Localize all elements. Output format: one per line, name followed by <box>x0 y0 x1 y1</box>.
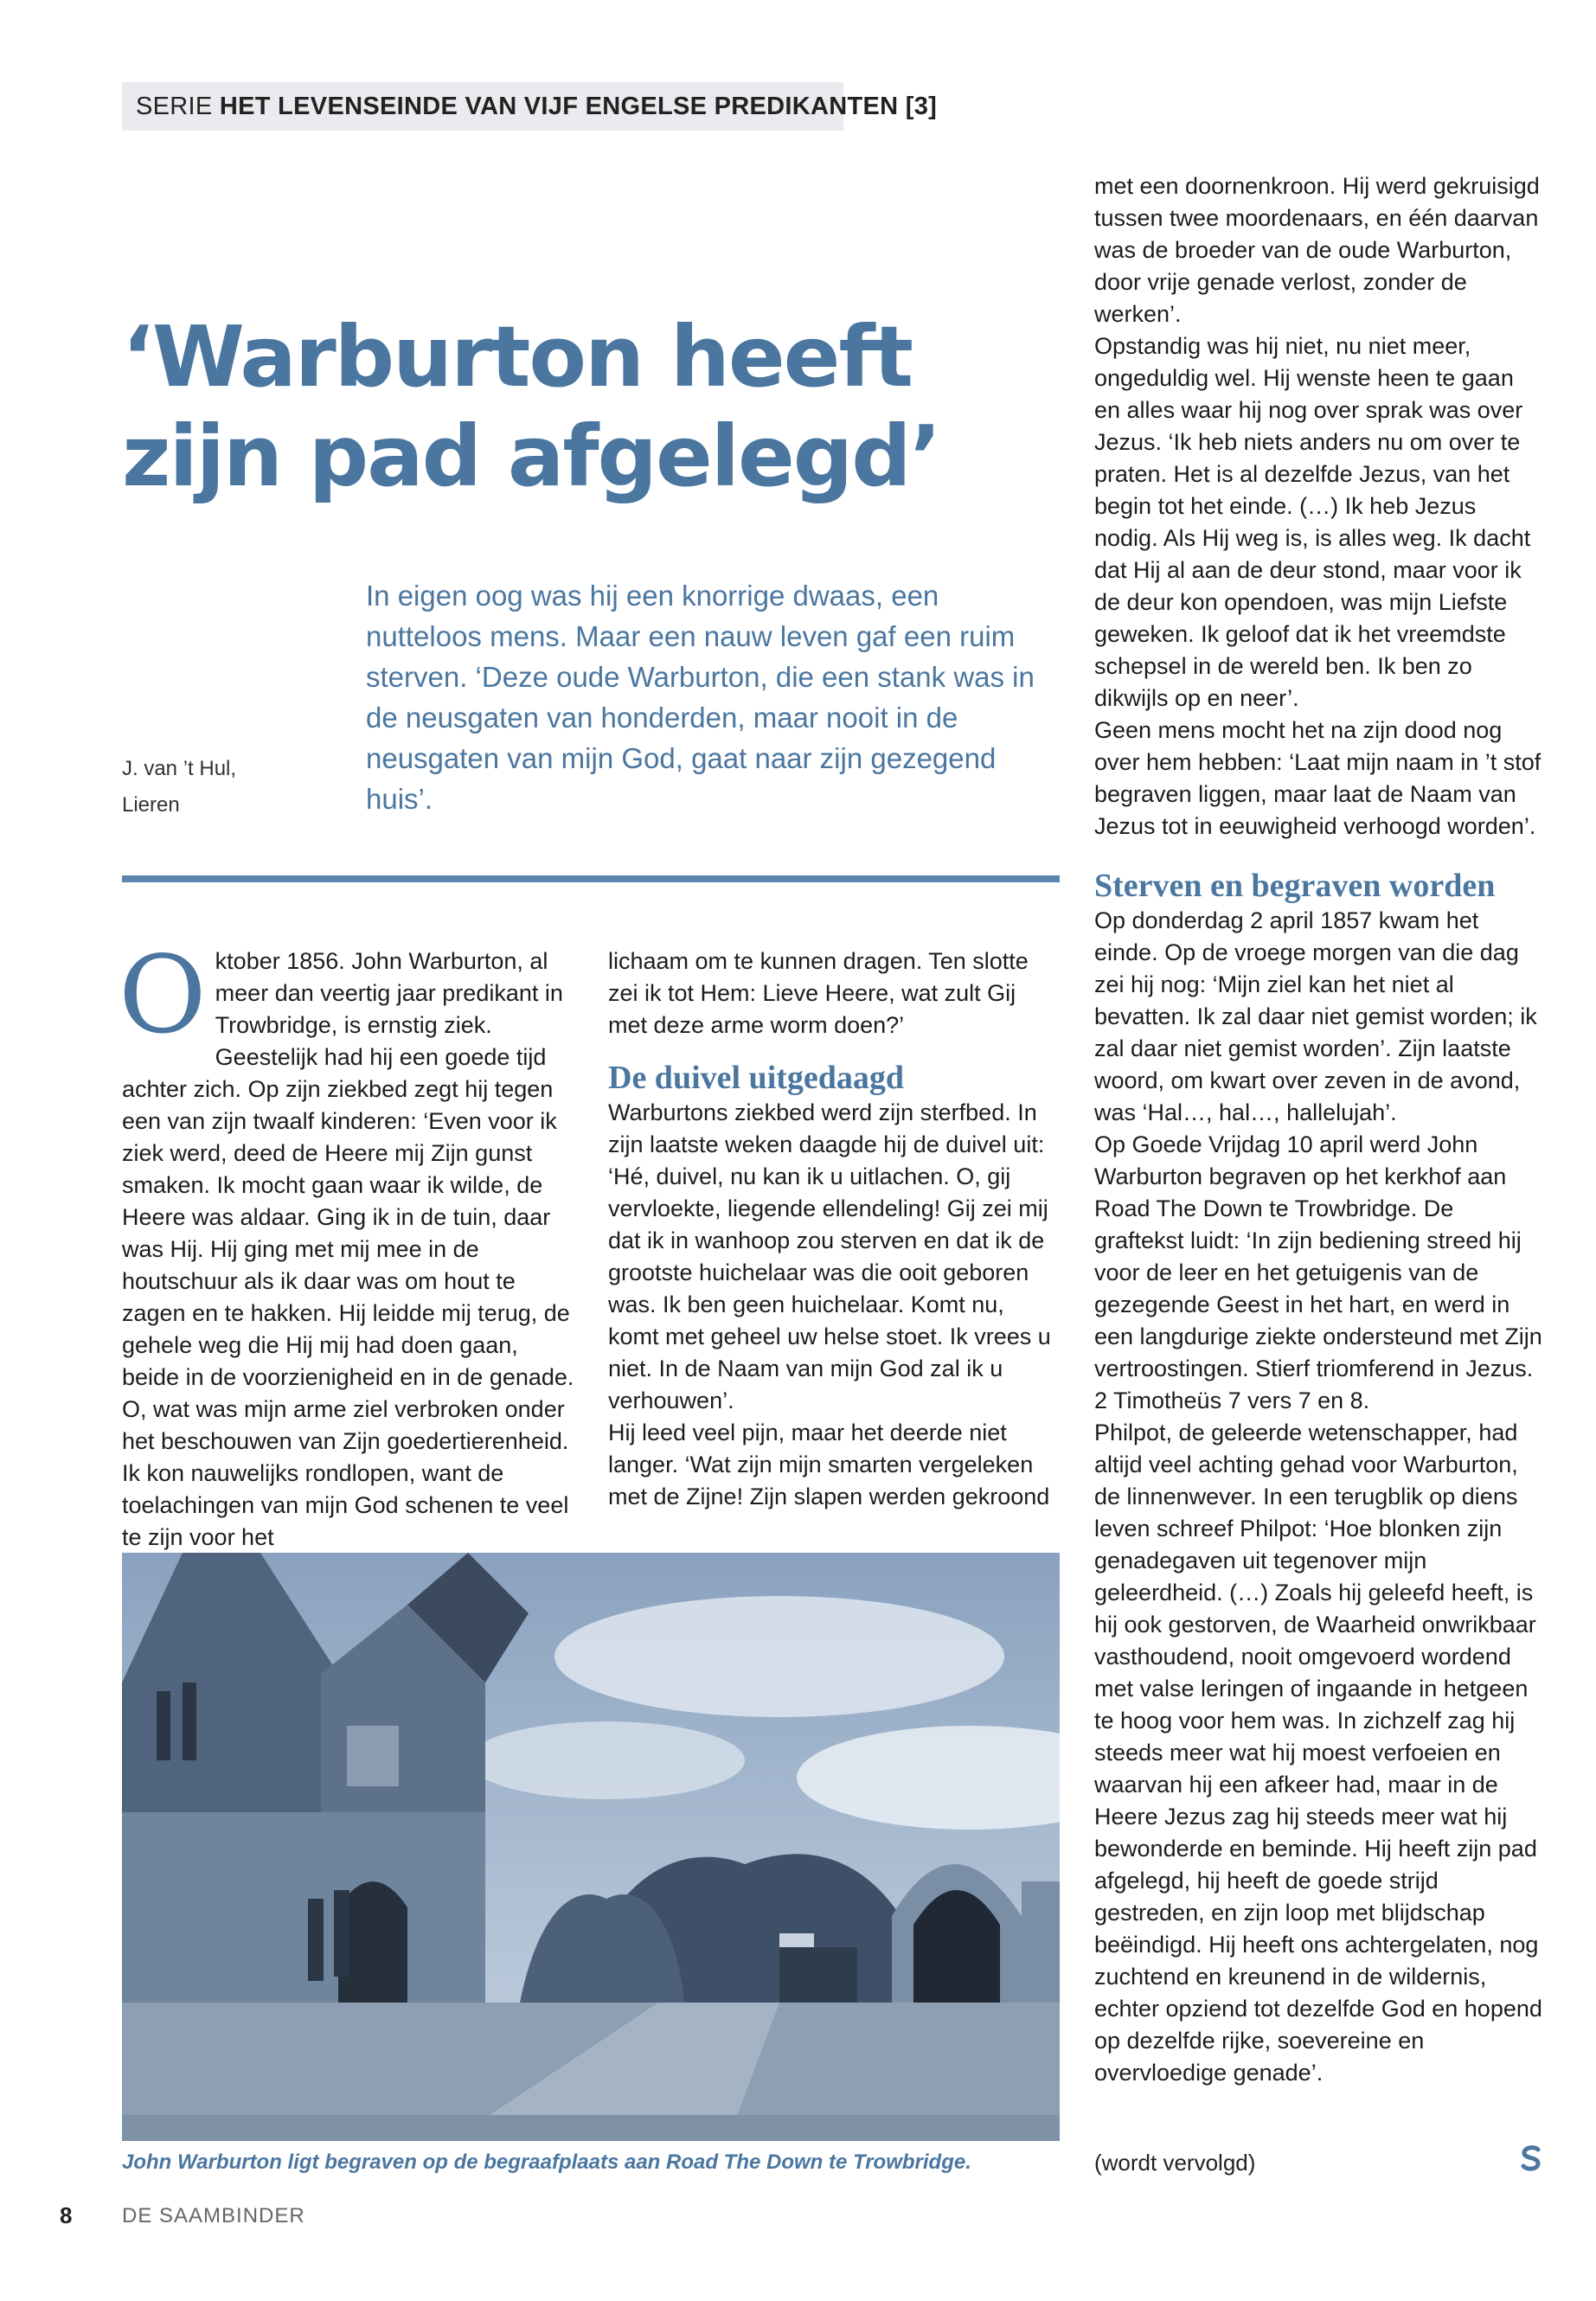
page-number: 8 <box>60 2202 73 2228</box>
article-headline <box>122 307 1030 506</box>
continued-note: (wordt vervolgd) <box>1094 2150 1256 2176</box>
photo-caption: John Warburton ligt begraven op de begraafplaats aan Road The Down te Trowbridge. <box>122 2150 971 2174</box>
col3-paragraph-3: Geen mens mocht het na zijn dood nog over hem hebben: ‘Laat mijn naam in ’t stof begraven liggen, maar laat de Naam van Jezus tot in eeuwigheid verhoogd worden’. <box>1094 717 1542 839</box>
series-prefix: SERIE <box>136 93 213 120</box>
col3-paragraph-5: Op Goede Vrijdag 10 april werd John Warburton begraven op het kerkhof aan Road The Down te Trowbridge. De graftekst luidt: ‘In zijn bediening streed hij voor de leer en het getuigenis van de gezegende Geest in het hart, en werd in een langdurige ziekte ondersteund met Zijn vertroostingen. Stierf triomferend in Jezus. 2 Timotheüs 7 vers 7 en 8. <box>1094 1131 1542 1413</box>
column-1 <box>119 933 576 1554</box>
col1-paragraph <box>119 933 576 1554</box>
col3-paragraph-2: Opstandig was hij niet, nu niet meer, ongeduldig wel. Hij wenste heen te gaan en alles waar hij nog over sprak was over Jezus. ‘Ik heb niets anders nu om over te praten. Het is al dezelfde Jezus, van het begin tot het einde. (…) Ik heb Jezus nodig. Als Hij weg is, is alles weg. Ik dacht dat Hij al aan de deur stond, maar voor ik de deur kon opendoen, was mijn Liefste geweken. Ik geloof dat ik het vreemdste schepsel in de wereld ben. Ik ben zo dikwijls op en neer’. <box>1094 333 1531 711</box>
col2-paragraph-2: Hij leed veel pijn, maar het deerde niet langer. ‘Wat zijn mijn smarten vergeleken met de Zijne! Zijn slapen werden gekroond <box>608 1420 1050 1509</box>
headline-line-1: ‘Warburton heeft <box>122 308 913 406</box>
col3-paragraph-6: Philpot, de geleerde wetenschapper, had altijd veel achting gehad voor Warburton, de linnenwever. In een terugblik op diens leven schreef Philpot: ‘Hoe blonken zijn genadegaven uit tegenover mijn geleerdheid. (…) Zoals hij geleefd heeft, is hij ook gestorven, de Waarheid onwrikbaar vasthoudend, nooit omgevoerd wordend met valse leringen of ingaande in hetgeen te hoog voor hem was. In zichzelf zag hij steeds meer wat hij moest verfoeien en waarvan hij een afkeer had, maar in de Heere Jezus zag hij steeds meer wat hij bewonderde en beminde. Hij heeft zijn pad afgelegd, hij heeft de goede strijd gestreden, en zijn loop met blijdschap beëindigd. Hij heeft ons achtergelaten, nog zuchtend en kreunend in de wildernis, echter opziend tot dezelfde God en hopend op dezelfde rijke, soevereine en overvloedige genade’. <box>1094 1420 1542 2086</box>
magazine-name: DE SAAMBINDER <box>122 2204 305 2227</box>
headline-line-2: zijn pad afgelegd’ <box>122 407 940 505</box>
end-mark-icon <box>1519 2145 1543 2171</box>
series-banner <box>122 82 938 131</box>
series-title: HET LEVENSEINDE VAN VIJF ENGELSE PREDIKANTEN <box>219 93 899 120</box>
series-number: [3] <box>905 93 938 120</box>
column-3 <box>1094 170 1544 2089</box>
column-2 <box>608 945 1060 1513</box>
divider-rule <box>122 875 1060 882</box>
col3-paragraph-4: Op donderdag 2 april 1857 kwam het einde. Op de vroege morgen van die dag zei hij nog: ‘Mijn ziel kan het niet al bevatten. Ik zal daar niet gemist worden; ik zal daar niet gemist worden’. Zijn laatste woord, om kwart over zeven in de avond, was ‘Hal…, hal…, hallelujah’. <box>1094 907 1537 1125</box>
cemetery-photo <box>122 1553 1060 2141</box>
subhead-sterven: Sterven en begraven worden <box>1094 868 1496 904</box>
col2-paragraph-1: Warburtons ziekbed werd zijn sterfbed. In zijn laatste weken daagde hij de duivel uit: ‘Hé, duivel, nu kan ik u uitlachen. O, gij vervloekte, liegende ellendeling! Gij zei mij dat ik in wanhoop zou sterven en dat ik de grootste huichelaar was die ooit geboren was. Ik ben geen huichelaar. Komt nu, komt met geheel uw helse stoet. Ik vrees u niet. In de Naam van mijn God zal ik u verhouwen’. <box>608 1099 1051 1413</box>
intro-lead: In eigen oog was hij een knorrige dwaas, een nutteloos mens. Maar een nauw leven gaf een ruim sterven. ‘Deze oude Warburton, die een stank was in de neusgaten van honderden, maar nooit in de neusgaten van mijn God, gaat naar zijn gezegend huis’. <box>366 580 1035 815</box>
cemetery-illustration <box>122 1553 1060 2141</box>
drop-cap: O <box>119 933 207 1058</box>
author-place: Lieren <box>122 793 180 817</box>
subhead-duivel: De duivel uitgedaagd <box>608 1060 905 1096</box>
author-name: J. van ’t Hul, <box>122 757 237 780</box>
col3-paragraph-1: met een doornenkroon. Hij werd gekruisigd tussen twee moordenaars, en één daarvan was de broeder van de oude Warburton, door vrije genade verlost, zonder de werken’. <box>1094 173 1540 327</box>
col1-text: ktober 1856. John Warburton, al meer dan veertig jaar predikant in Trowbridge, is ernstig ziek. Geestelijk had hij een goede tijd achter zich. Op zijn ziekbed zegt hij tegen een van zijn twaalf kinderen: ‘Even voor ik ziek werd, deed de Heere mij Zijn gunst smaken. Ik mocht gaan waar ik wilde, de Heere was aldaar. Ging ik in de tuin, daar was Hij. Hij ging met mij mee in de houtschuur als ik daar was om hout te zagen en te hakken. Hij leidde mij terug, de gehele weg die Hij mij had doen gaan, beide in de voorzienigheid en in de genade. O, wat was mijn arme ziel verbroken onder het beschouwen van Zijn goedertierenheid. Ik kon nauwelijks rondlopen, want de toelachingen van mijn God schenen te veel te zijn voor het <box>122 948 574 1550</box>
author-byline <box>122 751 312 824</box>
col2-continuation: lichaam om te kunnen dragen. Ten slotte zei ik tot Hem: Lieve Heere, wat zult Gij met deze arme worm doen?’ <box>608 948 1029 1038</box>
